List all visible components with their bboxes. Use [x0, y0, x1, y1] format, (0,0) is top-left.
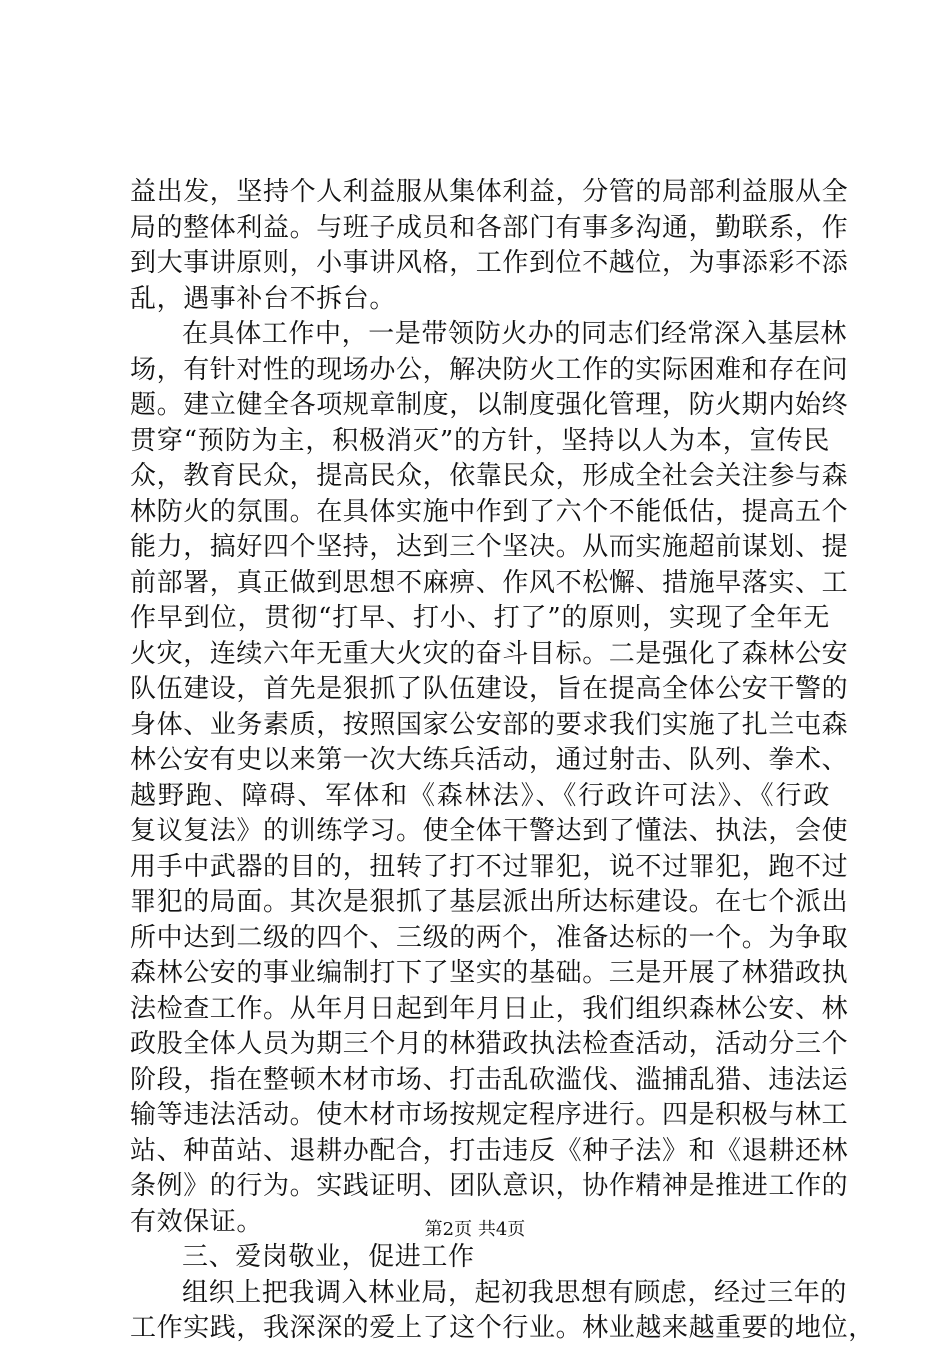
text-line: 在具体工作中，一是带领防火办的同志们经常深入基层林 [182, 319, 848, 349]
text-line: 前部署，真正做到思想不麻痹、作风不松懈、措施早落实、工 [130, 567, 849, 598]
text-line: 众，教育民众，提高民众，依靠民众，形成全社会关注参与森 [130, 461, 849, 491]
text-line: 三、爱岗敬业，促进工作 [182, 1242, 475, 1272]
text-line: 身体、业务素质，按照国家公安部的要求我们实施了扎兰屯森 [130, 709, 849, 740]
text-line: 队伍建设，首先是狠抓了队伍建设，旨在提高全体公安干警的 [130, 674, 849, 704]
text-line: 局的整体利益。与班子成员和各部门有事多沟通，勤联系，作 [130, 212, 849, 243]
text-line: 站、种苗站、退耕办配合，打击违反《种子法》和《退耕还林 [130, 1135, 849, 1166]
text-line: 场，有针对性的现场办公，解决防火工作的实际困难和存在问 [130, 354, 849, 385]
text-line: 林公安有史以来第一次大练兵活动，通过射击、队列、拳术、 [130, 745, 849, 775]
text-line: 政股全体人员为期三个月的林猎政执法检查活动，活动分三个 [130, 1029, 849, 1059]
text-line: 森林公安的事业编制打下了坚实的基础。三是开展了林猎政执 [130, 958, 849, 988]
text-line: 越野跑、障碍、军体和《森林法》、《行政许可法》、《行政 [130, 780, 830, 811]
text-line: 题。建立健全各项规章制度，以制度强化管理，防火期内始终 [130, 390, 849, 420]
text-line: 贯穿“预防为主，积极消灭”的方针，坚持以人为本，宣传民 [130, 425, 830, 456]
text-line: 益出发，坚持个人利益服从集体利益，分管的局部利益服从全 [130, 177, 849, 207]
text-line: 复议复法》的训练学习。使全体干警达到了懂法、执法，会使 [130, 816, 849, 846]
text-line: 工作实践，我深深的爱上了这个行业。林业越来越重要的地位， [130, 1313, 875, 1343]
text-line: 有效保证。 [130, 1206, 264, 1237]
text-line: 乱，遇事补台不拆台。 [130, 283, 397, 314]
text-line: 条例》的行为。实践证明、团队意识，协作精神是推进工作的 [130, 1171, 849, 1201]
text-line: 能力，搞好四个坚持，达到三个坚决。从而实施超前谋划、提 [130, 532, 849, 562]
text-line: 阶段，指在整顿木材市场、打击乱砍滥伐、滥捕乱猎、违法运 [130, 1064, 849, 1095]
text-line: 所中达到二级的四个、三级的两个，准备达标的一个。为争取 [130, 922, 849, 953]
text-line: 作早到位，贯彻“打早、打小、打了”的原则，实现了全年无 [130, 603, 830, 633]
text-line: 用手中武器的目的，扭转了打不过罪犯，说不过罪犯，跑不过 [130, 851, 849, 882]
body-text [130, 175, 875, 1347]
text-line: 火灾，连续六年无重大火灾的奋斗目标。二是强化了森林公安 [130, 638, 849, 669]
text-line: 法检查工作。从年月日起到年月日止，我们组织森林公安、林 [130, 993, 849, 1024]
text-line: 输等违法活动。使木材市场按规定程序进行。四是积极与林工 [130, 1100, 849, 1130]
text-line: 组织上把我调入林业局，起初我思想有顾虑，经过三年的 [182, 1277, 848, 1308]
text-line: 罪犯的局面。其次是狠抓了基层派出所达标建设。在七个派出 [130, 887, 849, 917]
text-line: 林防火的氛围。在具体实施中作到了六个不能低估，提高五个 [130, 496, 849, 527]
page-footer: 第2页 共4页 [424, 1219, 526, 1240]
text-line: 到大事讲原则，小事讲风格，工作到位不越位，为事添彩不添 [130, 248, 849, 278]
